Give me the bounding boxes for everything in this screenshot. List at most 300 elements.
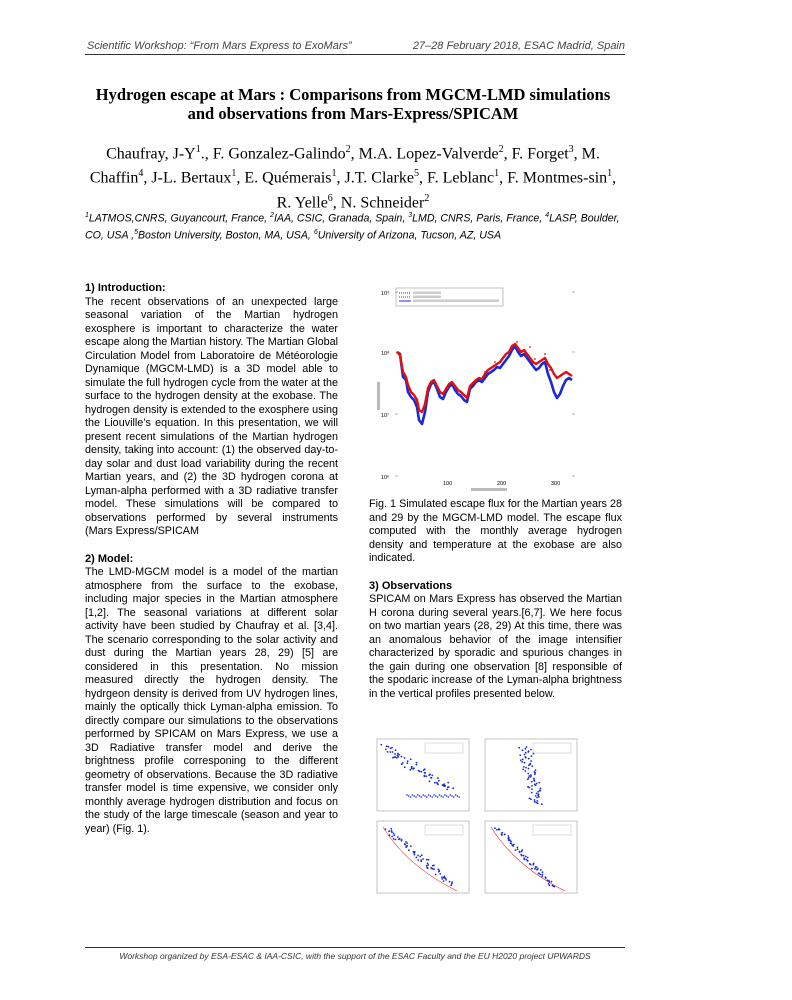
profile-point bbox=[534, 772, 536, 774]
profile-point bbox=[451, 795, 453, 797]
profile-point bbox=[433, 794, 435, 796]
profile-point bbox=[538, 782, 540, 784]
profile-point bbox=[537, 802, 539, 804]
profile-point bbox=[397, 836, 399, 838]
profile-point bbox=[394, 756, 396, 758]
profile-point bbox=[406, 794, 408, 796]
profile-point bbox=[396, 757, 398, 759]
profile-point bbox=[391, 836, 393, 838]
profile-point bbox=[440, 795, 442, 797]
profile-point bbox=[535, 795, 537, 797]
header-left: Scientific Workshop: “From Mars Express to ExoMars” bbox=[87, 40, 352, 52]
profile-point bbox=[428, 859, 430, 861]
profile-point bbox=[446, 789, 448, 791]
profile-panel bbox=[485, 739, 577, 811]
profile-point bbox=[442, 796, 444, 798]
profile-point bbox=[430, 795, 432, 797]
profile-point bbox=[515, 849, 517, 851]
affiliation-mark: 4 bbox=[545, 212, 550, 219]
profile-point bbox=[531, 755, 533, 757]
profile-point bbox=[446, 795, 448, 797]
left-column bbox=[85, 282, 338, 836]
profile-point bbox=[522, 749, 524, 751]
author-list bbox=[85, 140, 621, 213]
profile-point bbox=[528, 775, 530, 777]
model-curve bbox=[491, 827, 565, 891]
profile-point bbox=[519, 754, 521, 756]
profile-point bbox=[539, 874, 541, 876]
profile-point bbox=[451, 883, 453, 885]
series-point bbox=[516, 341, 518, 343]
affiliation-text: LATMOS,CNRS, Guyancourt, France, bbox=[88, 212, 271, 225]
panel-legend bbox=[425, 825, 463, 835]
profile-point bbox=[435, 874, 437, 876]
profile-point bbox=[431, 868, 433, 870]
profile-point bbox=[499, 829, 501, 831]
profile-point bbox=[548, 883, 550, 885]
profile-point bbox=[410, 845, 412, 847]
profile-point bbox=[458, 796, 460, 798]
profile-point bbox=[431, 777, 433, 779]
profile-point bbox=[410, 758, 412, 760]
affiliation-mark: 5 bbox=[134, 228, 138, 236]
profile-point bbox=[525, 856, 527, 858]
y-axis bbox=[381, 290, 575, 481]
profile-point bbox=[527, 778, 529, 780]
profile-point bbox=[453, 796, 455, 798]
y-axis-label bbox=[377, 382, 380, 410]
profile-point bbox=[416, 857, 418, 859]
observations-heading: 3) Observations bbox=[369, 579, 453, 592]
x-axis-label bbox=[471, 488, 507, 491]
author-affiliation-mark: 2 bbox=[424, 192, 430, 204]
profile-point bbox=[534, 799, 536, 801]
series-point bbox=[534, 358, 536, 360]
profile-point bbox=[421, 796, 423, 798]
profile-point bbox=[531, 868, 533, 870]
profile-point bbox=[404, 766, 406, 768]
profile-point bbox=[397, 754, 399, 756]
profile-point bbox=[528, 764, 530, 766]
profile-point bbox=[387, 751, 389, 753]
profile-point bbox=[522, 769, 524, 771]
profile-point bbox=[380, 744, 382, 746]
profile-point bbox=[437, 796, 439, 798]
profile-point bbox=[398, 839, 400, 841]
profile-point bbox=[434, 782, 436, 784]
profile-panel bbox=[377, 739, 469, 811]
profile-point bbox=[553, 885, 555, 887]
profile-point bbox=[534, 773, 536, 775]
profile-point bbox=[437, 777, 439, 779]
series-point bbox=[484, 371, 486, 373]
profile-point bbox=[412, 768, 414, 770]
profile-point bbox=[524, 762, 526, 764]
profile-point bbox=[407, 760, 409, 762]
profile-point bbox=[523, 859, 525, 861]
profile-point bbox=[520, 759, 522, 761]
footer: Workshop organized by ESA-ESAC & IAA-CSIC, with the support of the ESAC Faculty and the EU H2020 project UPWARDS bbox=[119, 951, 591, 961]
profile-point bbox=[535, 769, 537, 771]
profile-point bbox=[433, 868, 435, 870]
profile-point bbox=[535, 784, 537, 786]
profile-point bbox=[417, 794, 419, 796]
profile-point bbox=[408, 849, 410, 851]
profile-point bbox=[441, 876, 443, 878]
profile-point bbox=[542, 871, 544, 873]
profile-point bbox=[443, 880, 445, 882]
author-name: Chaufray, J-Y bbox=[106, 145, 196, 163]
profile-point bbox=[409, 769, 411, 771]
x-axis bbox=[443, 481, 560, 487]
profile-point bbox=[426, 796, 428, 798]
author-affiliation-mark: 4 bbox=[138, 168, 144, 180]
profile-point bbox=[428, 774, 430, 776]
profile-point bbox=[527, 860, 529, 862]
profile-point bbox=[421, 854, 423, 856]
series-point bbox=[524, 355, 526, 357]
series-group bbox=[397, 341, 572, 424]
profile-point bbox=[541, 803, 543, 805]
profile-point bbox=[406, 845, 408, 847]
profile-point bbox=[425, 775, 427, 777]
profile-point bbox=[387, 746, 389, 748]
model-text: The LMD-MGCM model is a model of the martian atmosphere from the surface to the exobase, including major species in the Martian atmosphere [1,2]. The seasonal variations at different solar activity have been studied by Chaufray et al. [3,4]. The scenario corresponding to the solar activity and dust during the Martian years 28, 29) [5] are considered in this presentation. No mission measured directly the hydrogen density. The hydrgeon density is derived from UV hydrogen lines, mainly the optically thick Lyman-alpha emission. To directly compare our simulations to the observations performed by SPICAM on Mars Express, we use a 3D Radiative transfer model and derive the brightness profile corresponing to the different geometry of observations. Because the 3D radiative transfer model is time expensive, we consider only monthly average hydrogen distribution and focus on the study of the large timescale (season and year to year) (Fig. 1). bbox=[85, 566, 338, 835]
profile-point bbox=[530, 774, 532, 776]
profile-point bbox=[401, 839, 403, 841]
profile-point bbox=[540, 869, 542, 871]
profile-point bbox=[417, 859, 419, 861]
profile-point bbox=[538, 796, 540, 798]
affiliation-text: University of Arizona, Tucson, AZ, USA bbox=[317, 229, 502, 242]
affiliations bbox=[85, 209, 621, 242]
profile-point bbox=[422, 858, 424, 860]
figure-1-caption: Fig. 1 Simulated escape flux for the Martian years 28 and 29 by the MGCM-LMD model. The escape flux computed with the monthly average hydrogen density and temperature at the exobase are also indicated. bbox=[369, 498, 622, 564]
profile-point bbox=[419, 795, 421, 797]
profile-point bbox=[537, 794, 539, 796]
profile-point bbox=[413, 852, 415, 854]
profile-point bbox=[541, 876, 543, 878]
intro-heading: 1) Introduction: bbox=[85, 282, 166, 294]
profile-point bbox=[510, 841, 512, 843]
profile-point bbox=[517, 847, 519, 849]
profile-point bbox=[450, 884, 452, 886]
profile-point bbox=[528, 768, 530, 770]
intro-text: The recent observations of an unexpected large seasonal variation of the Martian hydrogen exosphere is important to characterize the water escape along the Martian history. The Martian Global Circulation Model from Laboratoire de Météorologie Dynamique (MGCM-LMD) is a 3D model able to simulate the full hydrogen cycle from the water at the surface to the hydrogen density at the exobase. The hydrogen density is extended to the exosphere using the Liouville’s equation. In this presentation, we will present recent simulations of the Martian hydrogen density, taking into account: (1) the observed day-to-day solar and dust load variability during the recent Martian years, and (2) the 3D hydrogen corona at Lyman-alpha performed with a 3D radiative transfer model. These simulations will be compared to observations performed by several instruments (Mars Express/SPICAM bbox=[85, 295, 338, 537]
profile-point bbox=[391, 831, 393, 833]
profile-point bbox=[528, 758, 530, 760]
profile-point bbox=[525, 752, 527, 754]
affiliation-text: LMD, CNRS, Paris, France, bbox=[412, 212, 546, 225]
profile-point bbox=[416, 762, 418, 764]
profile-point bbox=[406, 842, 408, 844]
profile-point bbox=[496, 829, 498, 831]
profile-point bbox=[530, 776, 532, 778]
author-name: , F. Leblanc bbox=[418, 169, 495, 187]
profile-point bbox=[439, 794, 441, 796]
profile-point bbox=[511, 844, 513, 846]
profile-point bbox=[395, 749, 397, 751]
profile-point bbox=[501, 834, 503, 836]
author-affiliation-mark: 2 bbox=[498, 144, 504, 155]
author-affiliation-mark: 1 bbox=[195, 144, 201, 155]
profile-point bbox=[432, 865, 434, 867]
profile-point bbox=[391, 747, 393, 749]
x-tick-label: 300 bbox=[551, 481, 561, 487]
profile-point bbox=[414, 854, 416, 856]
profile-point bbox=[551, 881, 553, 883]
profile-point bbox=[444, 785, 446, 787]
author-name: , F. Forget bbox=[503, 145, 569, 163]
profile-point bbox=[394, 753, 396, 755]
profile-point bbox=[542, 874, 544, 876]
profile-point bbox=[389, 751, 391, 753]
profile-point bbox=[522, 759, 524, 761]
profile-point bbox=[427, 864, 429, 866]
legend-label-2 bbox=[413, 296, 441, 299]
profile-point bbox=[410, 796, 412, 798]
profile-point bbox=[393, 833, 395, 835]
profile-point bbox=[431, 796, 433, 798]
model-heading: 2) Model: bbox=[85, 552, 134, 565]
profile-point bbox=[534, 868, 536, 870]
profile-point bbox=[536, 797, 538, 799]
author-affiliation-mark: 1 bbox=[331, 168, 337, 180]
profile-point bbox=[524, 770, 526, 772]
profile-point bbox=[447, 782, 449, 784]
panel-legend bbox=[425, 743, 463, 753]
profile-point bbox=[521, 761, 523, 763]
panel-legend bbox=[533, 825, 571, 835]
profile-point bbox=[408, 795, 410, 797]
series-point bbox=[439, 391, 441, 393]
profile-point bbox=[531, 765, 533, 767]
profile-point bbox=[538, 872, 540, 874]
profile-point bbox=[534, 801, 536, 803]
profile-point bbox=[518, 747, 520, 749]
profile-point bbox=[537, 791, 539, 793]
profile-point bbox=[385, 828, 387, 830]
y-tick-label: 10⁸ bbox=[381, 351, 390, 357]
profile-point bbox=[545, 876, 547, 878]
profile-point bbox=[445, 879, 447, 881]
profile-point bbox=[419, 771, 421, 773]
profile-point bbox=[536, 793, 538, 795]
profile-point bbox=[393, 838, 395, 840]
y-tick-label: 10⁹ bbox=[381, 291, 390, 297]
author-name: , N. Schneider bbox=[332, 193, 425, 211]
y-tick-label: 10⁷ bbox=[381, 413, 390, 419]
profile-point bbox=[539, 790, 541, 792]
profile-point bbox=[531, 788, 533, 790]
profile-point bbox=[533, 753, 535, 755]
profile-point bbox=[537, 800, 539, 802]
profile-point bbox=[540, 788, 542, 790]
profile-point bbox=[441, 878, 443, 880]
profile-point bbox=[424, 772, 426, 774]
model-curve bbox=[383, 827, 457, 891]
profile-point bbox=[388, 831, 390, 833]
legend-box bbox=[396, 288, 503, 306]
profile-point bbox=[424, 795, 426, 797]
author-affiliation-mark: 5 bbox=[413, 168, 419, 180]
profile-point bbox=[449, 794, 451, 796]
profile-point bbox=[527, 857, 529, 859]
profile-point bbox=[510, 843, 512, 845]
profile-point bbox=[411, 767, 413, 769]
escape-flux-plot bbox=[375, 282, 595, 494]
profile-point bbox=[530, 864, 532, 866]
profile-point bbox=[525, 767, 527, 769]
profile-panel bbox=[377, 821, 469, 893]
author-name: , J.T. Clarke bbox=[336, 169, 414, 187]
panel-legend bbox=[533, 743, 571, 753]
profile-point bbox=[457, 795, 459, 797]
profile-point bbox=[530, 749, 532, 751]
profile-point bbox=[413, 795, 415, 797]
legend-label-3 bbox=[413, 300, 499, 303]
figure-2 bbox=[369, 735, 591, 897]
observations-text: SPICAM on Mars Express has observed the Martian H corona during several years.[6,7]. We here focus on two martian years (28, 29) At this time, there was an anomalous behavior of the image intensifier characterized by sporadic and spurious changes in the gain during one observation [8] responsible of the spodaric increase of the Lyman-alpha brightness in the vertical profiles presented below. bbox=[369, 593, 622, 700]
profile-point bbox=[422, 794, 424, 796]
profile-point bbox=[455, 794, 457, 796]
profile-point bbox=[528, 787, 530, 789]
author-affiliation-mark: 1 bbox=[607, 168, 613, 180]
profile-point bbox=[412, 794, 414, 796]
profile-point bbox=[421, 771, 423, 773]
profile-point bbox=[448, 786, 450, 788]
header-right: 27–28 February 2018, ESAC Madrid, Spain bbox=[412, 40, 625, 52]
profile-point bbox=[398, 754, 400, 756]
profile-point bbox=[531, 785, 533, 787]
affiliation-mark: 6 bbox=[313, 228, 318, 236]
profile-point bbox=[426, 859, 428, 861]
series-point bbox=[529, 346, 531, 348]
profile-point bbox=[536, 783, 538, 785]
affiliation-mark: 3 bbox=[408, 212, 413, 219]
profile-panel bbox=[485, 821, 577, 893]
series-point bbox=[544, 353, 546, 355]
profile-point bbox=[392, 751, 394, 753]
profile-point bbox=[530, 760, 532, 762]
profile-point bbox=[526, 746, 528, 748]
profile-point bbox=[393, 834, 395, 836]
profile-point bbox=[437, 783, 439, 785]
profile-point bbox=[389, 834, 391, 836]
profile-point bbox=[444, 877, 446, 879]
series-point bbox=[494, 361, 496, 363]
profile-point bbox=[438, 780, 440, 782]
profile-point bbox=[424, 768, 426, 770]
profile-point bbox=[448, 796, 450, 798]
profile-point bbox=[504, 834, 506, 836]
profile-point bbox=[435, 795, 437, 797]
profile-point bbox=[521, 851, 523, 853]
affiliation-mark: 1 bbox=[85, 212, 89, 219]
profile-point bbox=[420, 861, 422, 863]
author-affiliation-mark: 1 bbox=[231, 168, 237, 180]
profile-point bbox=[531, 781, 533, 783]
series-point bbox=[549, 369, 551, 371]
profile-point bbox=[527, 773, 529, 775]
profile-point bbox=[528, 777, 530, 779]
profile-point bbox=[521, 855, 523, 857]
profile-point bbox=[386, 745, 388, 747]
affiliation-mark: 2 bbox=[270, 212, 274, 219]
profile-point bbox=[530, 798, 532, 800]
profile-point bbox=[449, 881, 451, 883]
profile-point bbox=[536, 866, 538, 868]
brightness-profile-panels bbox=[369, 735, 591, 897]
profile-point bbox=[519, 851, 521, 853]
profile-point bbox=[424, 775, 426, 777]
profile-point bbox=[524, 754, 526, 756]
author-name: , E. Quémerais bbox=[236, 169, 332, 187]
author-name: , J-L. Bertaux bbox=[143, 169, 232, 187]
profile-point bbox=[523, 855, 525, 857]
profile-point bbox=[401, 756, 403, 758]
author-name: ., F. Gonzalez-Galindo bbox=[200, 145, 346, 163]
profile-point bbox=[525, 748, 527, 750]
author-name: , F. Montmes-sin bbox=[499, 169, 608, 187]
profile-point bbox=[427, 867, 429, 869]
profile-point bbox=[416, 764, 418, 766]
profile-point bbox=[428, 794, 430, 796]
profile-point bbox=[407, 762, 409, 764]
profile-point bbox=[429, 780, 431, 782]
author-name: , R. Yelle bbox=[276, 169, 617, 211]
profile-point bbox=[385, 749, 387, 751]
header-rule bbox=[85, 54, 625, 55]
profile-point bbox=[415, 796, 417, 798]
profile-point bbox=[419, 856, 421, 858]
profile-point bbox=[501, 832, 503, 834]
profile-point bbox=[426, 865, 428, 867]
profile-point bbox=[507, 835, 509, 837]
x-tick-label: 100 bbox=[443, 481, 453, 487]
profile-point bbox=[395, 839, 397, 841]
paper-title bbox=[85, 85, 621, 123]
author-affiliation-mark: 3 bbox=[568, 144, 574, 155]
profile-point bbox=[517, 848, 519, 850]
profile-point bbox=[439, 873, 441, 875]
title-line-1: Hydrogen escape at Mars : Comparisons from MGCM-LMD simulations bbox=[95, 85, 611, 104]
profile-point bbox=[404, 757, 406, 759]
profile-point bbox=[548, 880, 550, 882]
profile-point bbox=[537, 868, 539, 870]
footer-rule bbox=[85, 947, 625, 948]
profile-point bbox=[494, 827, 496, 829]
legend-label-1 bbox=[413, 292, 441, 295]
affiliation-text: IAA, CSIC, Granada, Spain, bbox=[273, 212, 409, 225]
profile-point bbox=[452, 787, 454, 789]
profile-point bbox=[525, 757, 527, 759]
affiliation-text: LASP, Boulder, CO, USA , bbox=[85, 212, 620, 242]
author-affiliation-mark: 1 bbox=[494, 168, 500, 180]
profile-point bbox=[527, 751, 529, 753]
affiliation-text: Boston University, Boston, MA, USA, bbox=[137, 229, 314, 242]
y-tick-label: 10⁶ bbox=[381, 475, 390, 481]
profile-point bbox=[508, 837, 510, 839]
profile-point bbox=[404, 844, 406, 846]
profile-point bbox=[523, 766, 525, 768]
author-affiliation-mark: 6 bbox=[327, 192, 333, 204]
profile-point bbox=[531, 792, 533, 794]
profile-point bbox=[533, 864, 535, 866]
author-name: , M.A. Lopez-Valverde bbox=[350, 145, 499, 163]
author-affiliation-mark: 2 bbox=[345, 144, 351, 155]
right-column bbox=[369, 498, 622, 701]
